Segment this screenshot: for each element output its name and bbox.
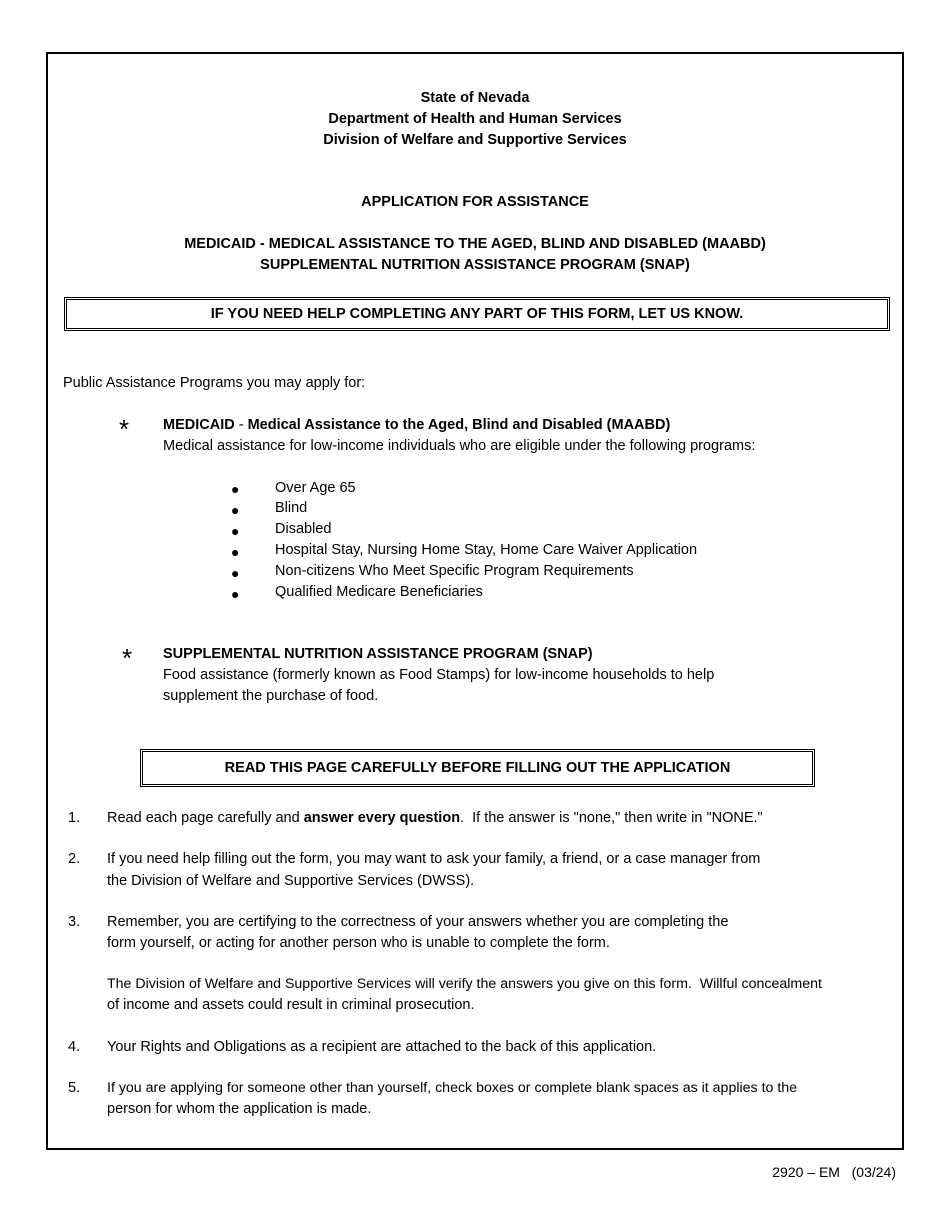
subtitle-medicaid: MEDICAID - MEDICAL ASSISTANCE TO THE AGED, BLIND AND DISABLED (MAABD)	[184, 236, 766, 252]
instruction-1-number: 1.	[68, 810, 81, 826]
bullet-icon: ●	[231, 565, 240, 581]
program-item: Blind	[275, 500, 308, 516]
instruction-3-line1: Remember, you are certifying to the correctness of your answers whether you are completing the	[107, 914, 729, 930]
instruction-5-line1: If you are applying for someone other than yourself, check boxes or complete blank spaces as it applies to the	[107, 1080, 798, 1096]
program-item: Qualified Medicare Beneficiaries	[275, 584, 483, 600]
program-item: Non-citizens Who Meet Specific Program Requirements	[275, 563, 634, 579]
subtitle-snap: SUPPLEMENTAL NUTRITION ASSISTANCE PROGRAM (SNAP)	[260, 257, 690, 273]
help-notice: IF YOU NEED HELP COMPLETING ANY PART OF THIS FORM, LET US KNOW.	[210, 306, 744, 322]
medicaid-title-rest: Medical Assistance to the Aged, Blind and Disabled (MAABD)	[247, 417, 671, 433]
instruction-4-number: 4.	[68, 1039, 81, 1055]
instruction-5-line2: person for whom the application is made.	[107, 1101, 372, 1117]
program-item: Disabled	[275, 521, 332, 537]
instruction-3-line2: form yourself, or acting for another person who is unable to complete the form.	[107, 935, 610, 951]
medicaid-title-prefix: MEDICAID	[163, 417, 235, 433]
header-department: Department of Health and Human Services	[328, 111, 622, 127]
bullet-icon: ●	[231, 523, 240, 539]
read-notice: READ THIS PAGE CAREFULLY BEFORE FILLING OUT THE APPLICATION	[224, 760, 731, 776]
instruction-2-line1: If you need help filling out the form, you may want to ask your family, a friend, or a case manager from	[107, 851, 761, 867]
instruction-3-line3: The Division of Welfare and Supportive Services will verify the answers you give on this form. Willful concealment	[107, 976, 822, 992]
instruction-1-bold: answer every question	[303, 810, 461, 826]
bullet-icon: ●	[231, 481, 240, 497]
form-title: APPLICATION FOR ASSISTANCE	[361, 194, 589, 210]
form-number: 2920 – EM (03/24)	[772, 1164, 896, 1180]
medicaid-description: Medical assistance for low-income individuals who are eligible under the following programs:	[163, 438, 756, 454]
snap-star-icon: *	[122, 643, 133, 673]
help-notice-box	[64, 297, 890, 331]
program-item: Hospital Stay, Nursing Home Stay, Home Care Waiver Application	[275, 542, 698, 558]
medicaid-title-sep: -	[234, 417, 248, 433]
medicaid-title	[163, 417, 670, 433]
instruction-5-number: 5.	[68, 1080, 81, 1096]
instruction-3-line4: of income and assets could result in criminal prosecution.	[107, 997, 475, 1013]
programs-intro: Public Assistance Programs you may apply for:	[63, 375, 366, 391]
bullet-icon: ●	[231, 544, 240, 560]
instruction-2-line2: the Division of Welfare and Supportive Services (DWSS).	[107, 873, 475, 889]
bullet-icon: ●	[231, 586, 240, 602]
instruction-1-pre: Read each page carefully and	[107, 810, 304, 826]
medicaid-star-icon: *	[119, 414, 130, 444]
snap-title: SUPPLEMENTAL NUTRITION ASSISTANCE PROGRAM (SNAP)	[163, 646, 593, 662]
bullet-icon: ●	[231, 502, 240, 518]
instruction-2-number: 2.	[68, 851, 81, 867]
snap-description-line2: supplement the purchase of food.	[163, 688, 379, 704]
instruction-1-post: . If the answer is "none," then write in "NONE."	[460, 810, 763, 826]
header-state: State of Nevada	[420, 90, 530, 106]
instruction-3-number: 3.	[68, 914, 81, 930]
read-notice-box	[140, 749, 815, 787]
instruction-4-line1: Your Rights and Obligations as a recipient are attached to the back of this application.	[107, 1039, 657, 1055]
header-division: Division of Welfare and Supportive Services	[323, 132, 627, 148]
snap-description-line1: Food assistance (formerly known as Food Stamps) for low-income households to help	[163, 667, 715, 683]
program-item: Over Age 65	[275, 480, 356, 496]
instruction-1	[107, 810, 763, 826]
